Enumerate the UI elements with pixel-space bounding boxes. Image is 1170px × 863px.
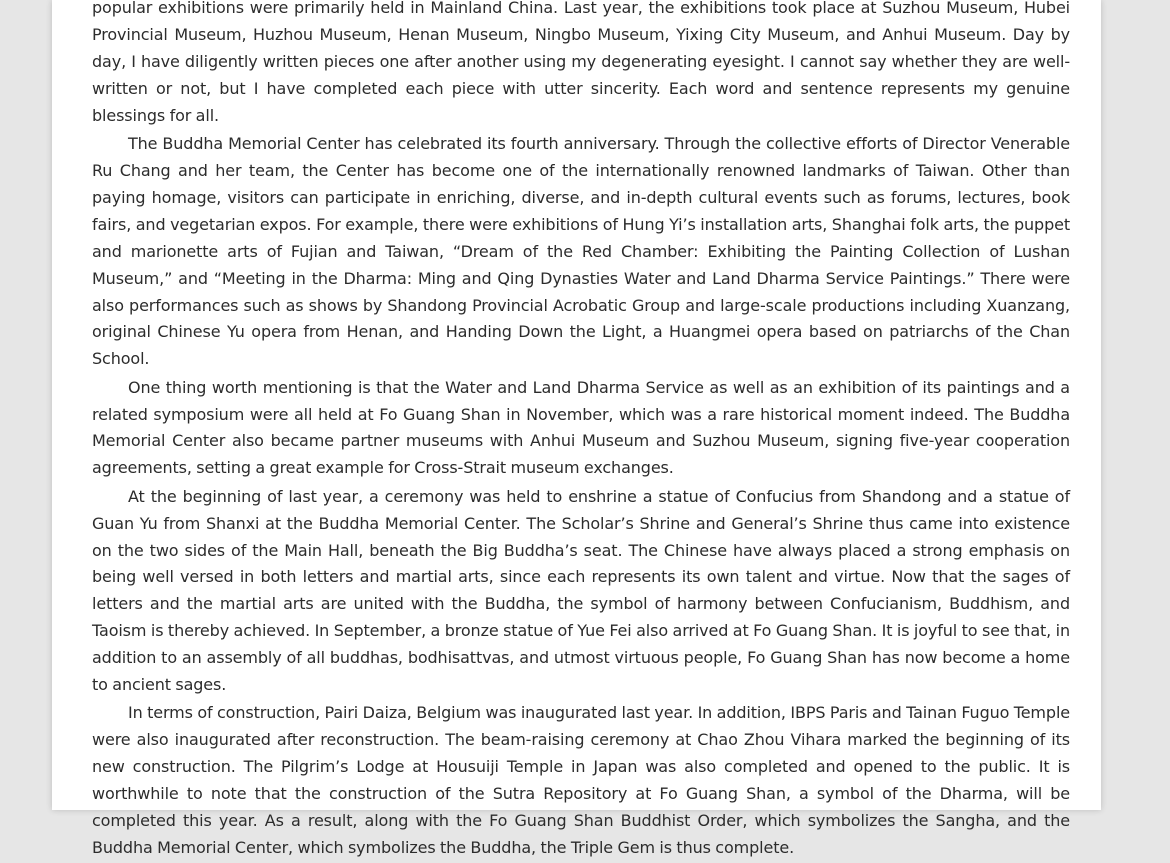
paragraph-5: At the beginning of last year, a ceremony was held to enshrine a statue of Confucius from Shandong and a statue of Guan Yu from Shanxi at the Buddha Memorial Center. The Scholar’s Shrine and General’s Shrine thus came into existence on the two sides of the Main Hall, beneath the Big Buddha’s seat. The Chinese have always placed a strong emphasis on being well versed in both letters and martial arts, since each represents its own talent and virtue. Now that the sages of letters and the martial arts are united with the Buddha, the symbol of harmony between Confucianism, Buddhism, and Taoism is thereby achieved. In September, a bronze statue of Yue Fei also arrived at Fo Guang Shan. It is joyful to see that, in addition to an assembly of all buddhas, bodhisattvas, and utmost virtuous people, Fo Guang Shan has now become a home to ancient sages. [92, 486, 1070, 695]
paragraph-6: In terms of construction, Pairi Daiza, Belgium was inaugurated last year. In addition, IBPS Paris and Tainan Fuguo Temple were also inaugurated after reconstruction. The beam-raising ceremony at Chao Zhou Vihara marked the beginning of its new construction. The Pilgrim’s Lodge at Housuiji Temple in Japan was also completed and opened to the public. It is worthwhile to note that the construction of the Sutra Repository at Fo Guang Shan, a symbol of the Dharma, will be completed this year. As a result, along with the Fo Guang Shan Buddhist Order, which symbolizes the Sangha, and the Buddha Memorial Center, which symbolizes the Buddha, the Triple Gem is thus complete. [92, 703, 1070, 857]
document-page [52, 0, 1101, 857]
body-text [92, 0, 1070, 863]
paragraph-2: popular exhibitions were primarily held in Mainland China. Last year, the exhibitions took place at Suzhou Museum, Hubei Provincial Museum, Huzhou Museum, Henan Museum, Ningbo Museum, Yixing City Museum, and Anhui Museum. Day by day, I have diligently written pieces one after another using my degenerating eyesight. I cannot say whether they are well-written or not, but I have completed each piece with utter sincerity. Each word and sentence represents my genuine blessings for all. [92, 0, 1070, 125]
paragraph-4: One thing worth mentioning is that the Water and Land Dharma Service as well as an exhibition of its paintings and a related symposium were all held at Fo Guang Shan in November, which was a rare historical moment indeed. The Buddha Memorial Center also became partner museums with Anhui Museum and Suzhou Museum, signing five-year cooperation agreements, setting a great example for Cross-Strait museum exchanges. [92, 377, 1070, 478]
paragraph-3: The Buddha Memorial Center has celebrated its fourth anniversary. Through the collective efforts of Director Venerable Ru Chang and her team, the Center has become one of the internationally renowned landmarks of Taiwan. Other than paying homage, visitors can participate in enriching, diverse, and in-depth cultural events such as forums, lectures, book fairs, and vegetarian expos. For example, there were exhibitions of Hung Yi’s installation arts, Shanghai folk arts, the puppet and marionette arts of Fujian and Taiwan, “Dream of the Red Chamber: Exhibiting the Painting Collection of Lushan Museum,” and “Meeting in the Dharma: Ming and Qing Dynasties Water and Land Dharma Service Paintings.” There were also performances such as shows by Shandong Provincial Acrobatic Group and large-scale productions including Xuanzang, original Chinese Yu opera from Henan, and Handing Down the Light, a Huangmei opera based on patriarchs of the Chan School. [92, 134, 1070, 369]
